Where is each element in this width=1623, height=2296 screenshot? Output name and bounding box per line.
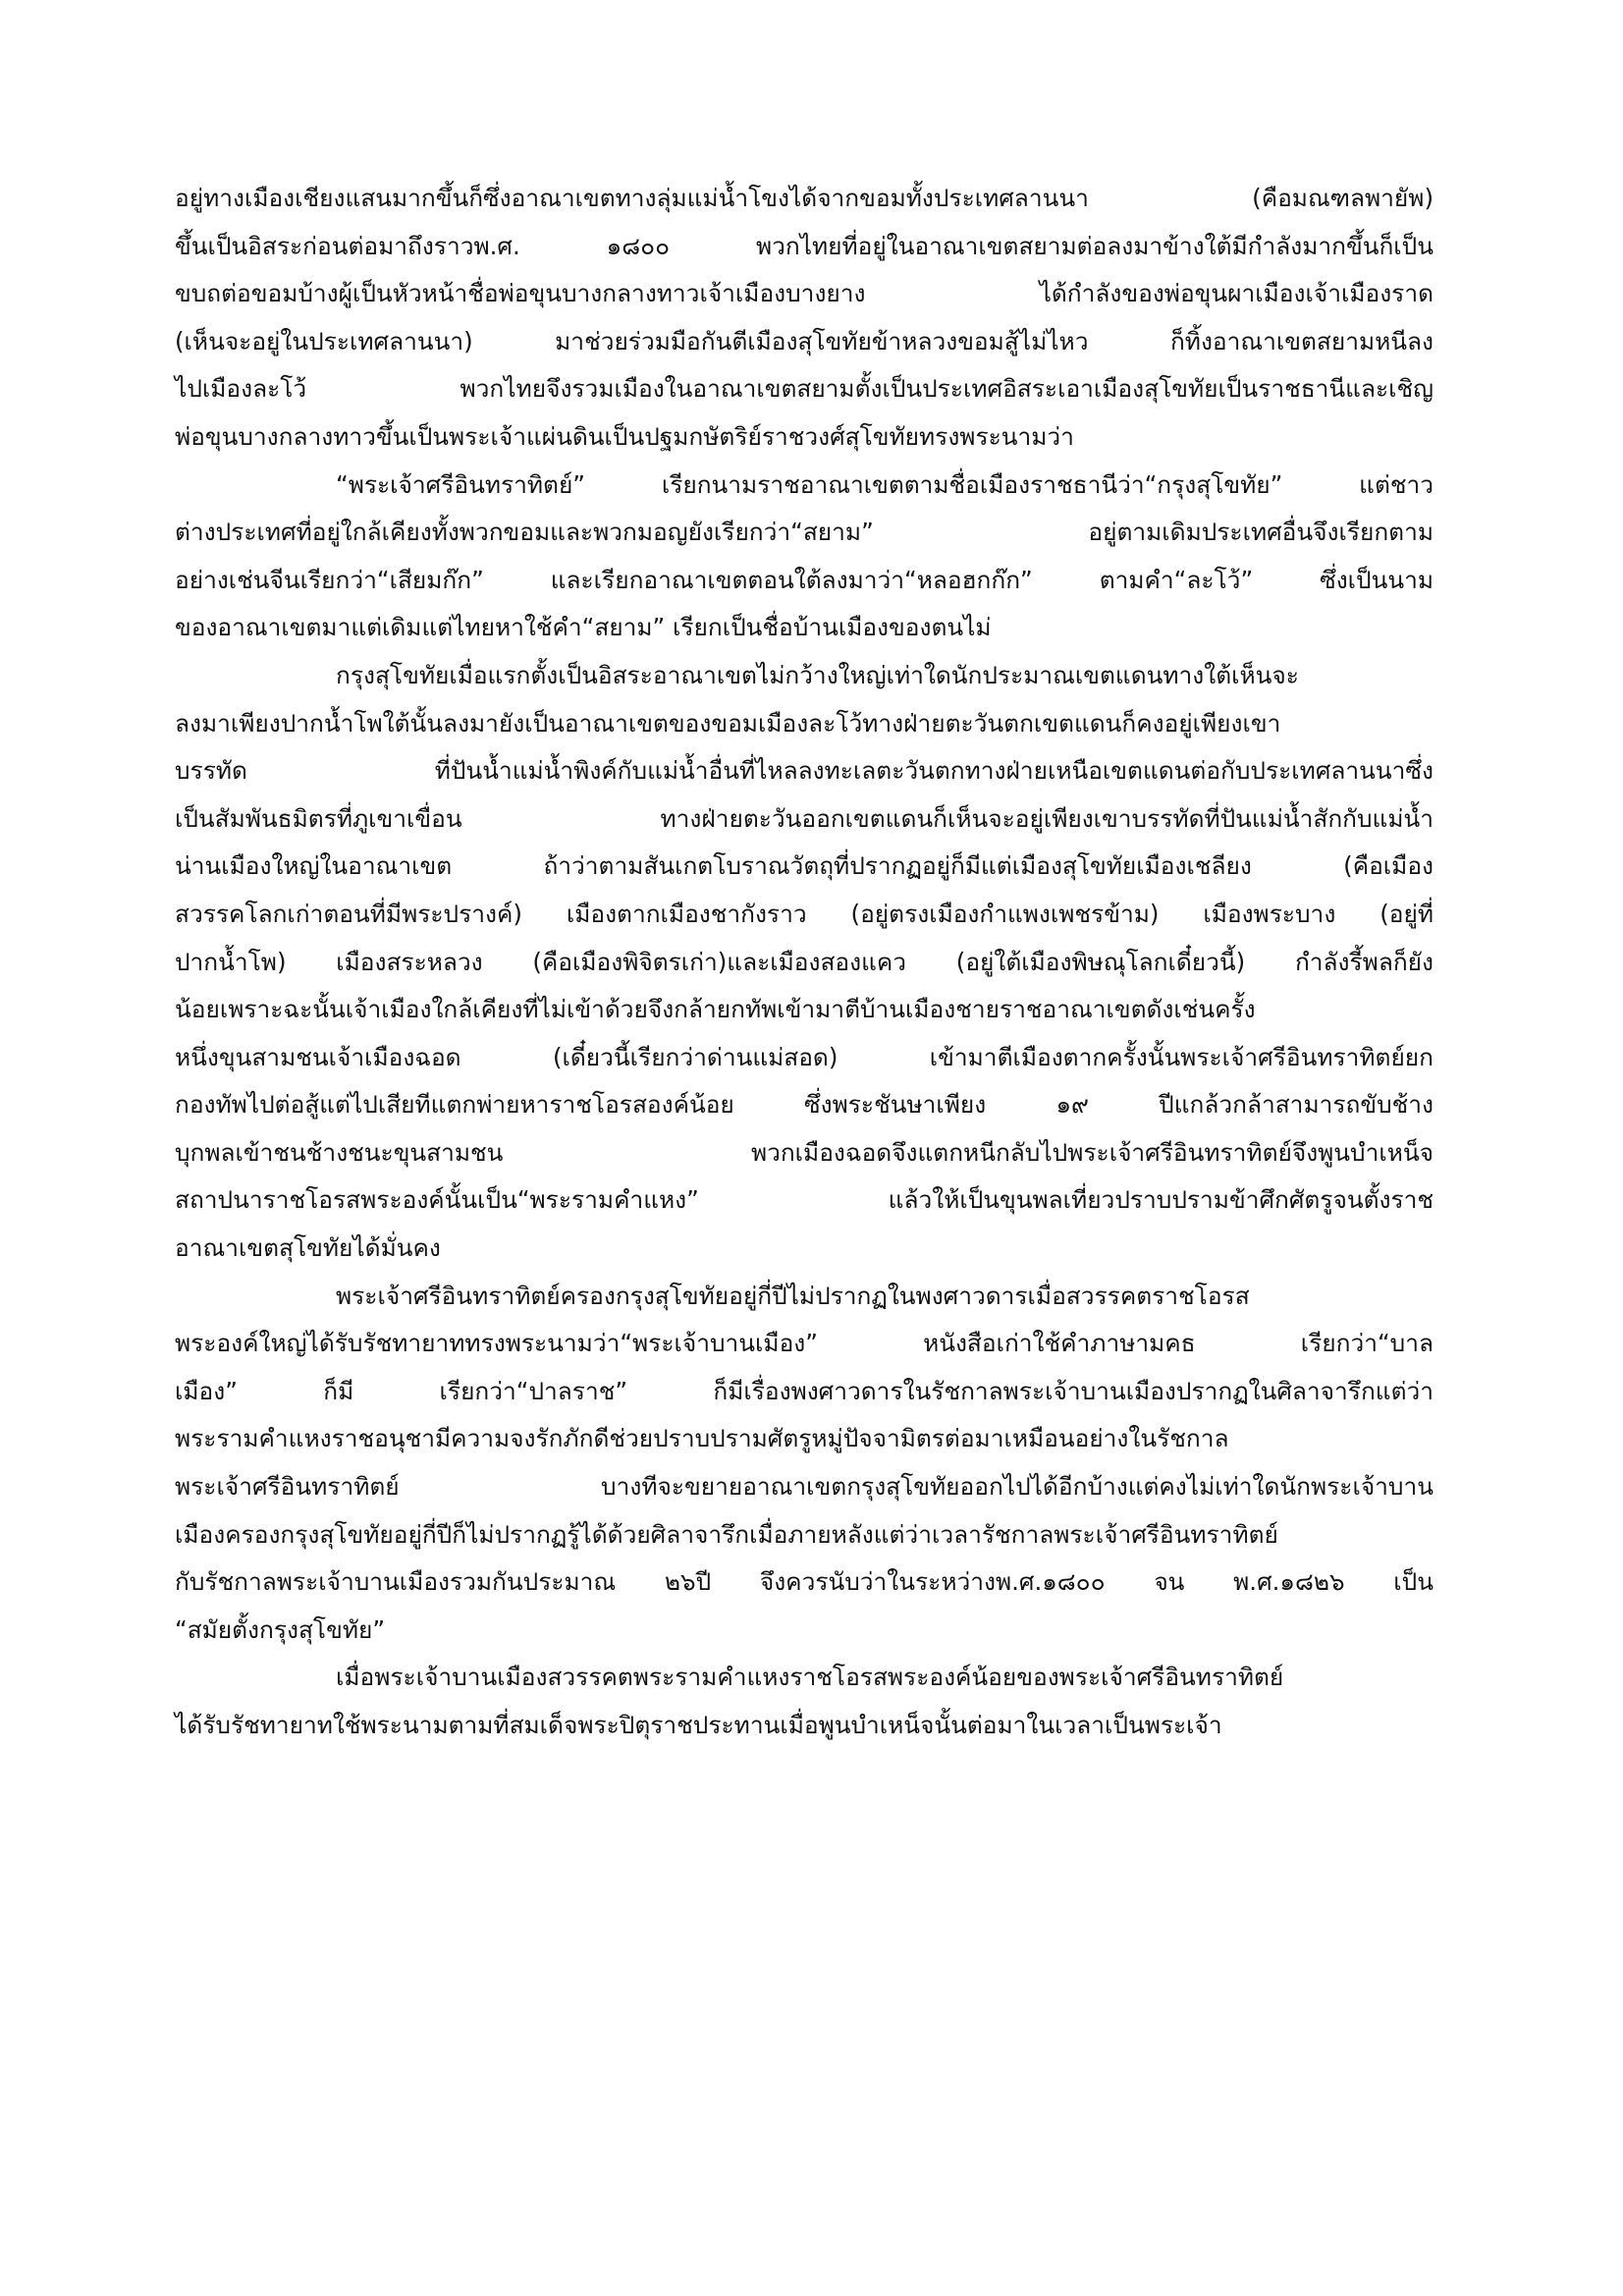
paragraph-2: [175, 462, 1434, 652]
text-line: กับรัชกาลพระเจ้าบานเมืองรวมกันประมาณ ๒๖ปี จึงควรนับว่าในระหว่างพ.ศ.๑๘๐๐ จน พ.ศ.๑๘๒๖ เป็น: [175, 1567, 1434, 1597]
body-text: [175, 175, 1434, 1750]
text-line: บุกพลเข้าชนช้างชนะขุนสามชน พวกเมืองฉอดจึงแตกหนีกลับไปพระเจ้าศรีอินทราทิตย์จึงพูนบำเหน็จ: [175, 1137, 1434, 1167]
text-line: เมื่อพระเจ้าบานเมืองสวรรคตพระรามคำแหงราชโอรสพระองค์น้อยของพระเจ้าศรีอินทราทิตย์: [336, 1663, 1284, 1692]
text-line: ปากน้ำโพ) เมืองสระหลวง (คือเมืองพิจิตรเก่า)และเมืองสองแคว (อยู่ใต้เมืองพิษณุโลกเดี๋ยวนี้) กำลังรี้พลก็ยัง: [175, 947, 1434, 976]
text-line: อยู่ทางเมืองเชียงแสนมากขึ้นก็ซึ่งอาณาเขตทางลุ่มแม่น้ำโขงได้จากขอมทั้งประเทศลานนา (คือมณฑลพายัพ): [175, 184, 1434, 212]
text-line: ของอาณาเขตมาแต่เดิมแต่ไทยหาใช้คำ“สยาม” เรียกเป็นชื่อบ้านเมืองของตนไม่: [175, 613, 992, 642]
text-line: อาณาเขตสุโขทัยได้มั่นคง: [175, 1233, 441, 1263]
text-line: (เห็นจะอยู่ในประเทศลานนา) มาช่วยร่วมมือกันตีเมืองสุโขทัยข้าหลวงขอมสู้ไม่ไหว ก็ทิ้งอาณาเขตสยามหนีลง: [175, 326, 1434, 355]
paragraph-3: [175, 652, 1434, 1273]
paragraph-4: [175, 1273, 1434, 1655]
paragraph-1: [175, 175, 1434, 462]
text-line: พระเจ้าศรีอินทราทิตย์ บางทีจะขยายอาณาเขตกรุงสุโขทัยออกไปได้อีกบ้างแต่คงไม่เท่าใดนักพระเจ้าบาน: [175, 1472, 1434, 1502]
text-line: ขบถต่อขอมบ้างผู้เป็นหัวหน้าชื่อพ่อขุนบางกลางทาวเจ้าเมืองบางยาง ได้กำลังของพ่อขุนผาเมืองเจ้าเมืองราด: [175, 279, 1434, 308]
text-line: เมืองครองกรุงสุโขทัยอยู่กี่ปีก็ไม่ปรากฏรู้ได้ด้วยศิลาจารึกเมื่อภายหลังแต่ว่าเวลารัชกาลพระเจ้าศรีอินทราทิตย์: [175, 1519, 1278, 1549]
text-line: กองทัพไปต่อสู้แต่ไปเสียทีแตกพ่ายหาราชโอรสองค์น้อย ซึ่งพระชันษาเพียง ๑๙ ปีแกล้วกล้าสามารถขับช้าง: [175, 1090, 1434, 1120]
text-line: พระองค์ใหญ่ได้รับรัชทายาททรงพระนามว่า“พระเจ้าบานเมือง” หนังสือเก่าใช้คำภาษามคธ เรียกว่า“บาล: [175, 1329, 1434, 1358]
text-line: น่านเมืองใหญ่ในอาณาเขต ถ้าว่าตามสันเกตโบราณวัตถุที่ปรากฏอยู่ก็มีแต่เมืองสุโขทัยเมืองเชลียง (คือเมือง: [175, 851, 1434, 881]
text-line: กรุงสุโขทัยเมื่อแรกตั้งเป็นอิสระอาณาเขตไม่กว้างใหญ่เท่าใดนักประมาณเขตแดนทางใต้เห็นจะ: [336, 660, 1299, 689]
text-line: สถาปนาราชโอรสพระองค์นั้นเป็น“พระรามคำแหง” แล้วให้เป็นขุนพลเที่ยวปราบปรามข้าศึกศัตรูจนตั้งราช: [175, 1185, 1434, 1215]
text-line: หนึ่งขุนสามชนเจ้าเมืองฉอด (เดี๋ยวนี้เรียกว่าด่านแม่สอด) เข้ามาตีเมืองตากครั้งนั้นพระเจ้าศรีอินทราทิตย์ยก: [175, 1042, 1434, 1071]
text-line: ไปเมืองละโว้ พวกไทยจึงรวมเมืองในอาณาเขตสยามตั้งเป็นประเทศอิสระเอาเมืองสุโขทัยเป็นราชธานีและเชิญ: [175, 374, 1434, 404]
text-line: ลงมาเพียงปากน้ำโพใต้นั้นลงมายังเป็นอาณาเขตของขอมเมืองละโว้ทางฝ่ายตะวันตกเขตแดนก็คงอยู่เพียงเขา: [175, 708, 1281, 738]
text-line: บรรทัด ที่ปันน้ำแม่น้ำพิงค์กับแม่น้ำอื่นที่ไหลลงทะเลตะวันตกทางฝ่ายเหนือเขตแดนต่อกับประเทศลานนาซึ่ง: [175, 756, 1434, 786]
paragraph-5: [175, 1654, 1434, 1749]
text-line: สวรรคโลกเก่าตอนที่มีพระปรางค์) เมืองตากเมืองชากังราว (อยู่ตรงเมืองกำแพงเพชรข้าม) เมืองพระบาง (อยู่ที่: [175, 899, 1434, 928]
text-line: ได้รับรัชทายาทใช้พระนามตามที่สมเด็จพระปิตุราชประทานเมื่อพูนบำเหน็จนั้นต่อมาในเวลาเป็นพระเจ้า: [175, 1711, 1222, 1739]
text-line: ต่างประเทศที่อยู่ใกล้เคียงทั้งพวกขอมและพวกมอญยังเรียกว่า“สยาม” อยู่ตามเดิมประเทศอื่นจึงเรียกตาม: [175, 518, 1434, 547]
text-line: ขึ้นเป็นอิสระก่อนต่อมาถึงราวพ.ศ. ๑๘๐๐ พวกไทยที่อยู่ในอาณาเขตสยามต่อลงมาข้างใต้มีกำลังมากขึ้นก็เป็น: [175, 231, 1434, 260]
text-line: น้อยเพราะฉะนั้นเจ้าเมืองใกล้เคียงที่ไม่เข้าด้วยจึงกล้ายกทัพเข้ามาตีบ้านเมืองชายราชอาณาเขตดังเช่นครั้ง: [175, 995, 1256, 1024]
text-line: “สมัยตั้งกรุงสุโขทัย”: [175, 1614, 386, 1644]
text-line: พระเจ้าศรีอินทราทิตย์ครองกรุงสุโขทัยอยู่กี่ปีไม่ปรากฏในพงศาวดารเมื่อสวรรคตราชโอรส: [336, 1281, 1250, 1310]
text-line: พระรามคำแหงราชอนุชามีความจงรักภักดีช่วยปราบปรามศัตรูหมู่ปัจจามิตรต่อมาเหมือนอย่างในรัชกาล: [175, 1424, 1229, 1453]
text-line: อย่างเช่นจีนเรียกว่า“เสียมก๊ก” และเรียกอาณาเขตตอนใต้ลงมาว่า“หลอฮกก๊ก” ตามคำ“ละโว้” ซึ่งเป็นนาม: [175, 565, 1434, 594]
text-line: “พระเจ้าศรีอินทราทิตย์” เรียกนามราชอาณาเขตตามชื่อเมืองราชธานีว่า“กรุงสุโขทัย” แต่ชาว: [336, 469, 1434, 499]
text-line: พ่อขุนบางกลางทาวขึ้นเป็นพระเจ้าแผ่นดินเป็นปฐมกษัตริย์ราชวงศ์สุโขทัยทรงพระนามว่า: [175, 421, 1074, 451]
text-line: เป็นสัมพันธมิตรที่ภูเขาเขื่อน ทางฝ่ายตะวันออกเขตแดนก็เห็นจะอยู่เพียงเขาบรรทัดที่ปันแม่น้ำสักกับแม่น้ำ: [175, 803, 1434, 833]
text-line: เมือง” ก็มี เรียกว่า“ปาลราช” ก็มีเรื่องพงศาวดารในรัชกาลพระเจ้าบานเมืองปรากฏในศิลาจารึกแต่ว่า: [175, 1376, 1434, 1405]
